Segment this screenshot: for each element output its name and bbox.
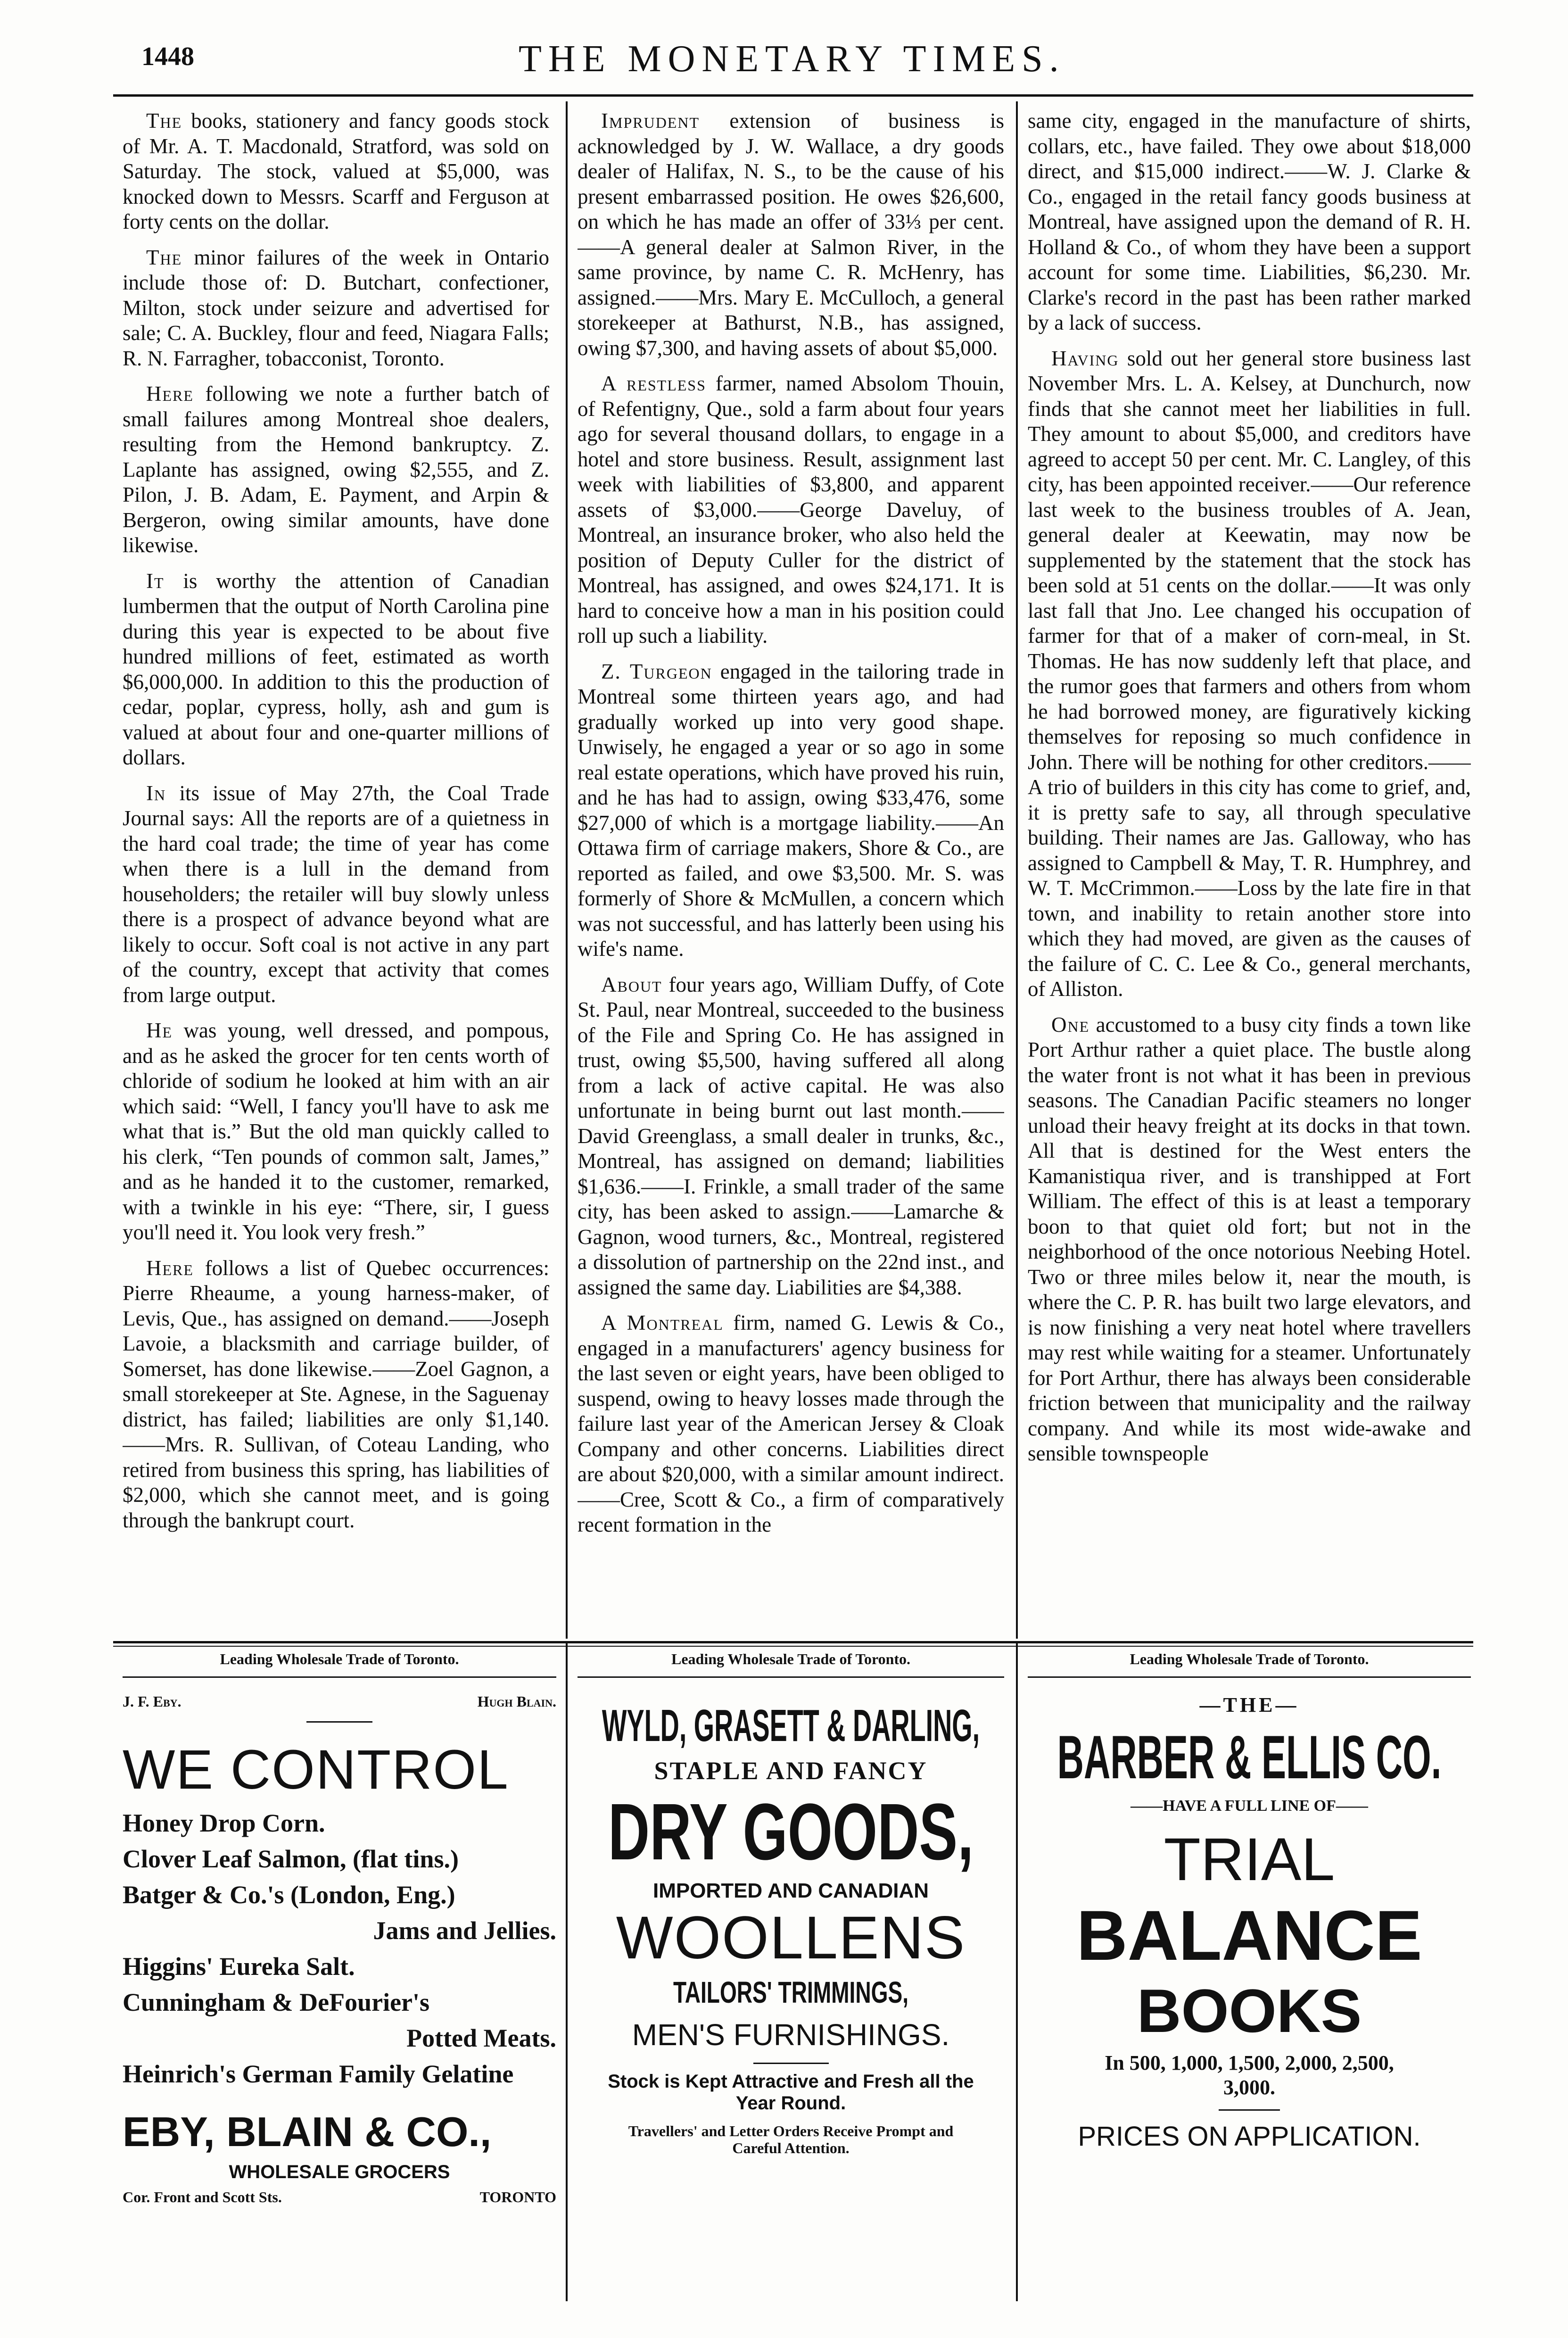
paragraph-lead-word: About: [601, 972, 662, 996]
eby-product-item: Jams and Jellies.: [373, 1916, 556, 1945]
paragraph-lead-word: Here: [146, 382, 194, 406]
eby-product-item: Honey Drop Corn.: [123, 1809, 325, 1837]
eby-subtitle: WHOLESALE GROCERS: [229, 2162, 450, 2182]
article-paragraph: [578, 1310, 1004, 1538]
paragraph-text: books, stationery and fancy goods stock of Mr. A. T. Macdonald, Stratford, was sold on Saturday. The stock, valued at $5,000, was knocked down to Messrs. Scarff and Ferguson at forty cents on the dollar.: [123, 109, 549, 233]
paragraph-lead-word: Z. Turgeon: [601, 659, 712, 683]
ad-heading-1: Leading Wholesale Trade of Toronto.: [220, 1650, 459, 1667]
barber-books: BOOKS: [1137, 1976, 1362, 2045]
paragraph-text: farmer, named Absolom Thouin, of Refentigny, Que., sold a farm about four years ago for several thousand dollars, to engage in a hotel and store business. Result, assignment last week with liabilities of $3,800, and apparent assets of $3,000.——George Daveluy, of Montreal, an insurance broker, who also held the position of Deputy Culler for the district of Montreal, has assigned, and owes $24,171. It is hard to conceive how a man in his position could roll up such a liability.: [578, 372, 1004, 647]
barber-firm-name: BARBER & ELLIS CO.: [1057, 1723, 1442, 1791]
article-paragraph: [123, 1018, 549, 1245]
eby-title: WE CONTROL: [123, 1739, 509, 1801]
paragraph-text: firm, named G. Lewis & Co., engaged in a manufacturers' agency business for the last seven or eight years, have been obliged to suspend, owing to heavy losses made through the failure last year of the American Jersey & Cloak Company and other concerns. Liabilities direct are about $20,000, with a similar amount indirect.——Cree, Scott & Co., a firm of comparatively recent formation in the: [578, 1311, 1004, 1536]
paragraph-lead-word: Here: [146, 1256, 194, 1280]
eby-product-item: Cunningham & DeFourier's: [123, 1988, 430, 2016]
eby-product-item: Higgins' Eureka Salt.: [123, 1952, 355, 1981]
article-paragraph: [123, 569, 549, 771]
paragraph-text: was young, well dressed, and pompous, and as he asked the grocer for ten cents worth of chloride of sodium he looked at him with an air which said: “Well, I fancy you'll have to ask me what that is.” But the old man quickly called to his clerk, “Ten pounds of common salt, James,” and as he handed it to the customer, remarked, with a twinkle in his eye: “There, sir, I guess you'll need it. You look very fresh.”: [123, 1019, 549, 1244]
article-paragraph: [1028, 108, 1471, 336]
article-column-1: [123, 108, 549, 1632]
article-column-3: [1028, 108, 1471, 1632]
paragraph-lead-word: The: [146, 109, 182, 133]
paragraph-text: extension of business is acknowledged by J. W. Wallace, a dry goods dealer of Halifax, N. S., to be the cause of his present embarrassed position. He owes $26,600, on which he has made an offer of 33⅓ per cent.——A general dealer at Salmon River, in the same province, by name C. R. McHenry, has assigned.——Mrs. Mary E. McCulloch, a general storekeeper at Bathurst, N.B., has assigned, owing $7,300, and having assets of about $5,000.: [578, 109, 1004, 360]
ad-heading-3: Leading Wholesale Trade of Toronto.: [1130, 1650, 1369, 1667]
wyld-orders-line: Travellers' and Letter Orders Receive Prompt and Careful Attention.: [628, 2122, 954, 2156]
barber-full-line: ——HAVE A FULL LINE OF——: [1131, 1797, 1368, 1815]
wyld-ornament-rule: [753, 2063, 829, 2064]
wyld-stock-line: Stock is Kept Attractive and Fresh all the Year Round.: [608, 2071, 974, 2114]
article-column-2: [578, 108, 1004, 1632]
article-paragraph: [123, 108, 549, 235]
wyld-woollens: WOOLLENS: [616, 1904, 966, 1972]
paragraph-text: sold out her general store business last November Mrs. L. A. Kelsey, at Dunchurch, now finds that she cannot meet her liabilities in full. They amount to about $5,000, and creditors have agreed to accept 50 per cent. Mr. C. Langley, of this city, has been appointed receiver.——Our reference last week to the business troubles of A. Jean, general dealer at Keewatin, may now be supplemented by the statement that the stock has been sold at 51 cents on the dollar.——It was only last fall that Jno. Lee changed his occupation of farmer for that of a maker of corn-meal, in St. Thomas. He has now suddenly left that place, and the rumor goes that farmers and others from whom he had borrowed money, are figuratively kicking themselves for reposing so much confidence in John. There will be nothing for other creditors.——A trio of builders in this city has come to grief, and, it is pretty safe to say, all through speculative building. Their names are Jas. Galloway, who has assigned to Campbell & May, T. R. Humphrey, and W. T. McCrimmon.——Loss by the late fire in that town, and inability to retain another store into which they had moved, are given as the causes of the failure of C. C. Lee & Co., general merchants, of Alliston.: [1028, 346, 1471, 1001]
ad-heading-rule-1: [123, 1676, 556, 1678]
wyld-firm-name: WYLD, GRASETT & DARLING,: [602, 1700, 980, 1751]
wyld-dry-goods: DRY GOODS,: [608, 1787, 974, 1877]
eby-small-rule: [306, 1721, 372, 1723]
paragraph-lead-word: In: [146, 781, 166, 805]
article-paragraph: [1028, 346, 1471, 1002]
paragraph-lead-word: He: [146, 1019, 173, 1042]
barber-rule: [1219, 2109, 1280, 2111]
ads-top-rule-thin: [113, 1646, 1473, 1647]
barber-prices: PRICES ON APPLICATION.: [1078, 2121, 1421, 2152]
paragraph-text: is worthy the attention of Canadian lumbermen that the output of North Carolina pine during this year is expected to be about five hundred millions of feet, estimated as worth $6,000,000. In addition to this the production of cedar, poplar, cypress, holly, ash and gum is valued at about four and one-quarter millions of dollars.: [123, 569, 549, 769]
barber-the: —THE—: [1199, 1693, 1299, 1716]
paragraph-lead-word: A restless: [601, 372, 706, 395]
paragraph-lead-word: One: [1051, 1012, 1090, 1036]
wyld-mens-furnishings: MEN'S FURNISHINGS.: [632, 2018, 950, 2052]
eby-city: TORONTO: [479, 2189, 556, 2205]
ad-heading-rule-3: [1028, 1676, 1471, 1678]
eby-address: Cor. Front and Scott Sts.: [123, 2189, 282, 2205]
article-paragraph: [123, 1256, 549, 1534]
ad-heading-2: Leading Wholesale Trade of Toronto.: [671, 1650, 911, 1667]
wyld-tailors-trimmings: TAILORS' TRIMMINGS,: [673, 1975, 909, 2009]
paragraph-lead-word: It: [146, 569, 165, 593]
paragraph-text: minor failures of the week in Ontario include those of: D. Butchart, confectioner, Milton, stock under seizure and advertised for sale; C. A. Buckley, flour and feed, Niagara Falls; R. N. Farragher, tobacconist, Toronto.: [123, 245, 549, 370]
wyld-line-imported: IMPORTED AND CANADIAN: [652, 1879, 929, 1902]
article-paragraph: [578, 659, 1004, 962]
paragraph-text: same city, engaged in the manufacture of shirts, collars, etc., have failed. They owe about $18,000 direct, and $15,000 indirect.——W. J. Clarke & Co., engaged in the retail fancy goods business at Montreal, have assigned upon the demand of R. H. Holland & Co., of whom they have been a support account for some time. Liabilities, $6,230. Mr. Clarke's record in the past has been rather marked by a lack of success.: [1028, 109, 1471, 334]
paragraph-text: engaged in the tailoring trade in Montreal some thirteen years ago, and had gradually worked up into very good shape. Unwisely, he engaged a year or so ago in some real estate operations, which have proved his ruin, and he has had to assign, owing $33,476, some $27,000 of which is a mortgage liability.——An Ottawa firm of carriage makers, Shore & Co., are reported as failed, and owe $3,500. Mr. S. was formerly of Shore & McMullen, a concern which was not successful, and has latterly been using his wife's name.: [578, 659, 1004, 961]
barber-ellis-ad: [1028, 1688, 1471, 2292]
ad-divider-1: [566, 1641, 568, 2301]
paragraph-lead-word: A Montreal: [601, 1311, 724, 1335]
barber-full-line-text: HAVE A FULL LINE OF: [1163, 1797, 1336, 1815]
ad-divider-2: [1016, 1641, 1018, 2301]
masthead-title: THE MONETARY TIMES.: [519, 38, 1065, 80]
column-rule-2: [1016, 101, 1018, 1639]
eby-blain-ad: [123, 1688, 556, 2292]
wyld-line-staple: STAPLE AND FANCY: [654, 1757, 928, 1785]
page-number: 1448: [141, 42, 194, 71]
paragraph-lead-word: Imprudent: [601, 109, 700, 133]
partner-name-right: Hugh Blain.: [477, 1693, 556, 1710]
barber-the-text: THE: [1223, 1693, 1276, 1716]
eby-product-item: Clover Leaf Salmon, (flat tins.): [123, 1845, 459, 1873]
paragraph-lead-word: The: [146, 245, 182, 269]
page-header: [141, 38, 1497, 85]
article-paragraph: [1028, 1012, 1471, 1467]
paragraph-text: accustomed to a busy city finds a town like Port Arthur rather a quiet place. The bustle along the water front is not what it has been in previous seasons. The Canadian Pacific steamers no longer unload their heavy freight at its docks in that town. All that is destined for the West enters the Kamanistiqua river, and is transhipped at Fort William. The effect of this is at least a temporary boon to that quiet old fort; but not in the neighborhood of the once notorious Neebing Hotel. Two or three miles below it, near the mouth, is where the C. P. R. has built two large elevators, and is now finishing a very neat hotel where travellers may rest while waiting for a steamer. Unfortunately for Port Arthur, there has always been considerable friction between that municipality and the railway company. And while its most wide-awake and sensible townspeople: [1028, 1012, 1471, 1465]
eby-product-list: [123, 1805, 556, 2092]
wyld-grasett-ad: [578, 1688, 1004, 2292]
barber-balance: BALANCE: [1076, 1896, 1422, 1975]
article-paragraph: [123, 381, 549, 558]
paragraph-text: following we note a further batch of small failures among Montreal shoe dealers, resulting from the Hemond bankruptcy. Z. Laplante has assigned, owing $2,555, and Z. Pilon, J. B. Adam, E. Payment, and Arpin & Bergeron, owing similar amounts, have done likewise.: [123, 382, 549, 557]
paragraph-text: four years ago, William Duffy, of Cote St. Paul, near Montreal, succeeded to the business of the File and Spring Co. He has assigned in trust, owing $5,500, having suffered all along from a lack of active capital. He was also unfortunate in being burnt out last month.——David Greenglass, a small dealer in trunks, &c., Montreal, has assigned on demand; liabilities $1,636.——I. Frinkle, a small trader of the same city, has been asked to assign.——Lamarche & Gagnon, wood turners, &c., Montreal, registered a dissolution of partnership on the 22nd inst., and assigned the same day. Liabilities are $4,388.: [578, 972, 1004, 1299]
partner-name-left: J. F. Eby.: [123, 1693, 182, 1710]
eby-product-item: Potted Meats.: [406, 2024, 556, 2052]
article-paragraph: [123, 781, 549, 1008]
eby-product-item: Heinrich's German Family Gelatine: [123, 2060, 514, 2088]
eby-firm-name: EBY, BLAIN & CO.,: [123, 2108, 492, 2155]
column-rule-1: [566, 101, 568, 1639]
article-paragraph: [123, 245, 549, 372]
article-paragraph: [578, 108, 1004, 361]
barber-sizes: In 500, 1,000, 1,500, 2,000, 2,500, 3,000.: [1105, 2051, 1394, 2099]
header-rule: [113, 94, 1473, 97]
ads-top-rule: [113, 1641, 1473, 1643]
barber-trial: TRIAL: [1164, 1826, 1335, 1893]
paragraph-text: its issue of May 27th, the Coal Trade Journal says: All the reports are of a quietness in the hard coal trade; the time of year has come when there is a lull in the demand from householders; the retailer will buy slowly unless there is a prospect of advance beyond what are likely to occur. Soft coal is not active in any part of the country, except that activity that comes from large output.: [123, 781, 549, 1007]
paragraph-text: follows a list of Quebec occurrences: Pierre Rheaume, a young harness-maker, of Levis, Que., has assigned on demand.——Joseph Lavoie, a blacksmith and carriage builder, of Somerset, has done likewise.——Zoel Gagnon, a small storekeeper at Ste. Agnese, in the Saguenay district, has failed; liabilities are only $1,140.——Mrs. R. Sullivan, of Coteau Landing, who retired from business this spring, has liabilities of $2,000, which she cannot meet, and is going through the bankrupt court.: [123, 1256, 549, 1532]
eby-product-item: Batger & Co.'s (London, Eng.): [123, 1881, 455, 1909]
paragraph-lead-word: Having: [1051, 346, 1119, 370]
ad-heading-rule-2: [578, 1676, 1004, 1678]
article-paragraph: [578, 972, 1004, 1301]
article-paragraph: [578, 371, 1004, 649]
